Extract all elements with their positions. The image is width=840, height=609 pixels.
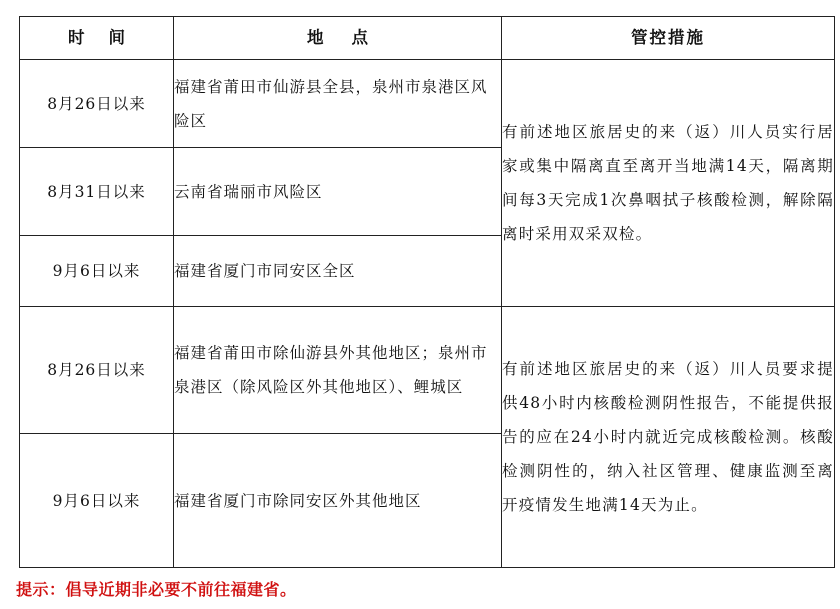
row-place: 云南省瑞丽市风险区 xyxy=(174,148,502,236)
row-time: 8月31日以来 xyxy=(20,148,174,236)
row-time: 8月26日以来 xyxy=(20,307,174,434)
row-place: 福建省莆田市仙游县全县，泉州市泉港区风险区 xyxy=(174,60,502,148)
measures-testing: 有前述地区旅居史的来（返）川人员要求提供48小时内核酸检测阴性报告，不能提供报告的应在24小时内就近完成核酸检测。核酸检测阴性的，纳入社区管理、健康监测至离开疫情发生地满14天为止。 xyxy=(502,307,835,568)
header-time: 时间 xyxy=(20,17,174,60)
table-row xyxy=(20,307,835,434)
table-header-row xyxy=(20,17,835,60)
control-measures-table xyxy=(19,16,835,568)
row-time: 9月6日以来 xyxy=(20,434,174,568)
row-time: 9月6日以来 xyxy=(20,236,174,307)
row-place: 福建省厦门市同安区全区 xyxy=(174,236,502,307)
row-time: 8月26日以来 xyxy=(20,60,174,148)
row-place: 福建省厦门市除同安区外其他地区 xyxy=(174,434,502,568)
travel-tip: 提示：倡导近期非必要不前往福建省。 xyxy=(16,580,297,599)
header-measures: 管控措施 xyxy=(502,17,835,60)
table-row xyxy=(20,60,835,148)
row-place: 福建省莆田市除仙游县外其他地区；泉州市泉港区（除风险区外其他地区）、鲤城区 xyxy=(174,307,502,434)
measures-quarantine: 有前述地区旅居史的来（返）川人员实行居家或集中隔离直至离开当地满14天，隔离期间每3天完成1次鼻咽拭子核酸检测，解除隔离时采用双采双检。 xyxy=(502,60,835,307)
header-place: 地点 xyxy=(174,17,502,60)
